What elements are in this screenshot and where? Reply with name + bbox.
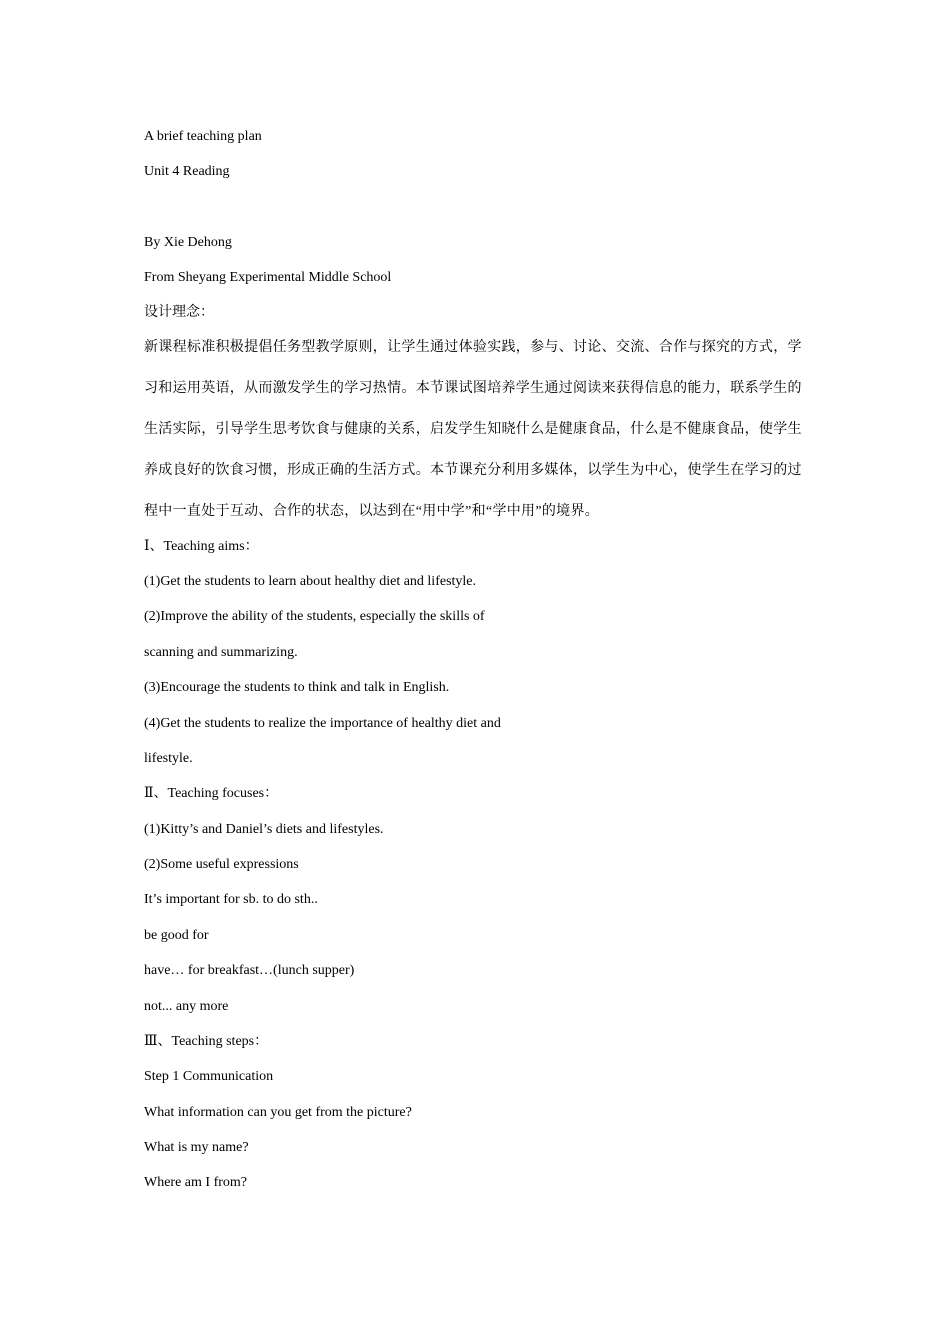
design-concept-heading: 设计理念： [144,305,214,320]
design-concept-line: 程中一直处于互动、合作的状态，以达到在“用中学”和“学中用”的境界。 [144,504,600,519]
teaching-aim-line: (1)Get the students to learn about healthy diet and lifestyle. [144,574,477,589]
teaching-step-line: Where am I from? [144,1175,247,1190]
teaching-focus-line: be good for [144,928,209,943]
teaching-aims-heading: Ⅰ、Teaching aims： [144,539,259,554]
author-line: By Xie Dehong [144,235,232,250]
design-concept-line: 习和运用英语，从而激发学生的学习热情。本节课试图培养学生通过阅读来获得信息的能力，联系学生的 [144,381,802,396]
teaching-aim-line: lifestyle. [144,751,193,766]
teaching-step-line: What is my name? [144,1140,249,1155]
teaching-focus-line: have… for breakfast…(lunch supper) [144,963,355,978]
teaching-focus-line: It’s important for sb. to do sth.. [144,892,318,907]
teaching-focuses-heading: Ⅱ、Teaching focuses： [144,786,279,801]
teaching-focus-line: (1)Kitty’s and Daniel’s diets and lifestyles. [144,822,384,837]
teaching-step-line: Step 1 Communication [144,1069,274,1084]
teaching-aim-line: (3)Encourage the students to think and talk in English. [144,680,450,695]
design-concept-line: 养成良好的饮食习惯，形成正确的生活方式。本节课充分利用多媒体，以学生为中心，使学生在学习的过 [144,463,802,478]
teaching-focus-line: not... any more [144,999,229,1014]
teaching-focus-line: (2)Some useful expressions [144,857,299,872]
teaching-aim-line: (2)Improve the ability of the students, especially the skills of [144,609,485,624]
document-title: A brief teaching plan [144,129,262,144]
teaching-aim-line: scanning and summarizing. [144,645,298,660]
school-line: From Sheyang Experimental Middle School [144,270,392,285]
design-concept-line: 生活实际，引导学生思考饮食与健康的关系，启发学生知晓什么是健康食品，什么是不健康食品，使学生 [144,422,802,437]
teaching-aim-line: (4)Get the students to realize the importance of healthy diet and [144,716,501,731]
design-concept-line: 新课程标准积极提倡任务型教学原则，让学生通过体验实践，参与、讨论、交流、合作与探究的方式，学 [144,340,802,355]
teaching-step-line: What information can you get from the picture? [144,1105,412,1120]
teaching-steps-heading: Ⅲ、Teaching steps： [144,1034,269,1049]
unit-title: Unit 4 Reading [144,164,230,179]
